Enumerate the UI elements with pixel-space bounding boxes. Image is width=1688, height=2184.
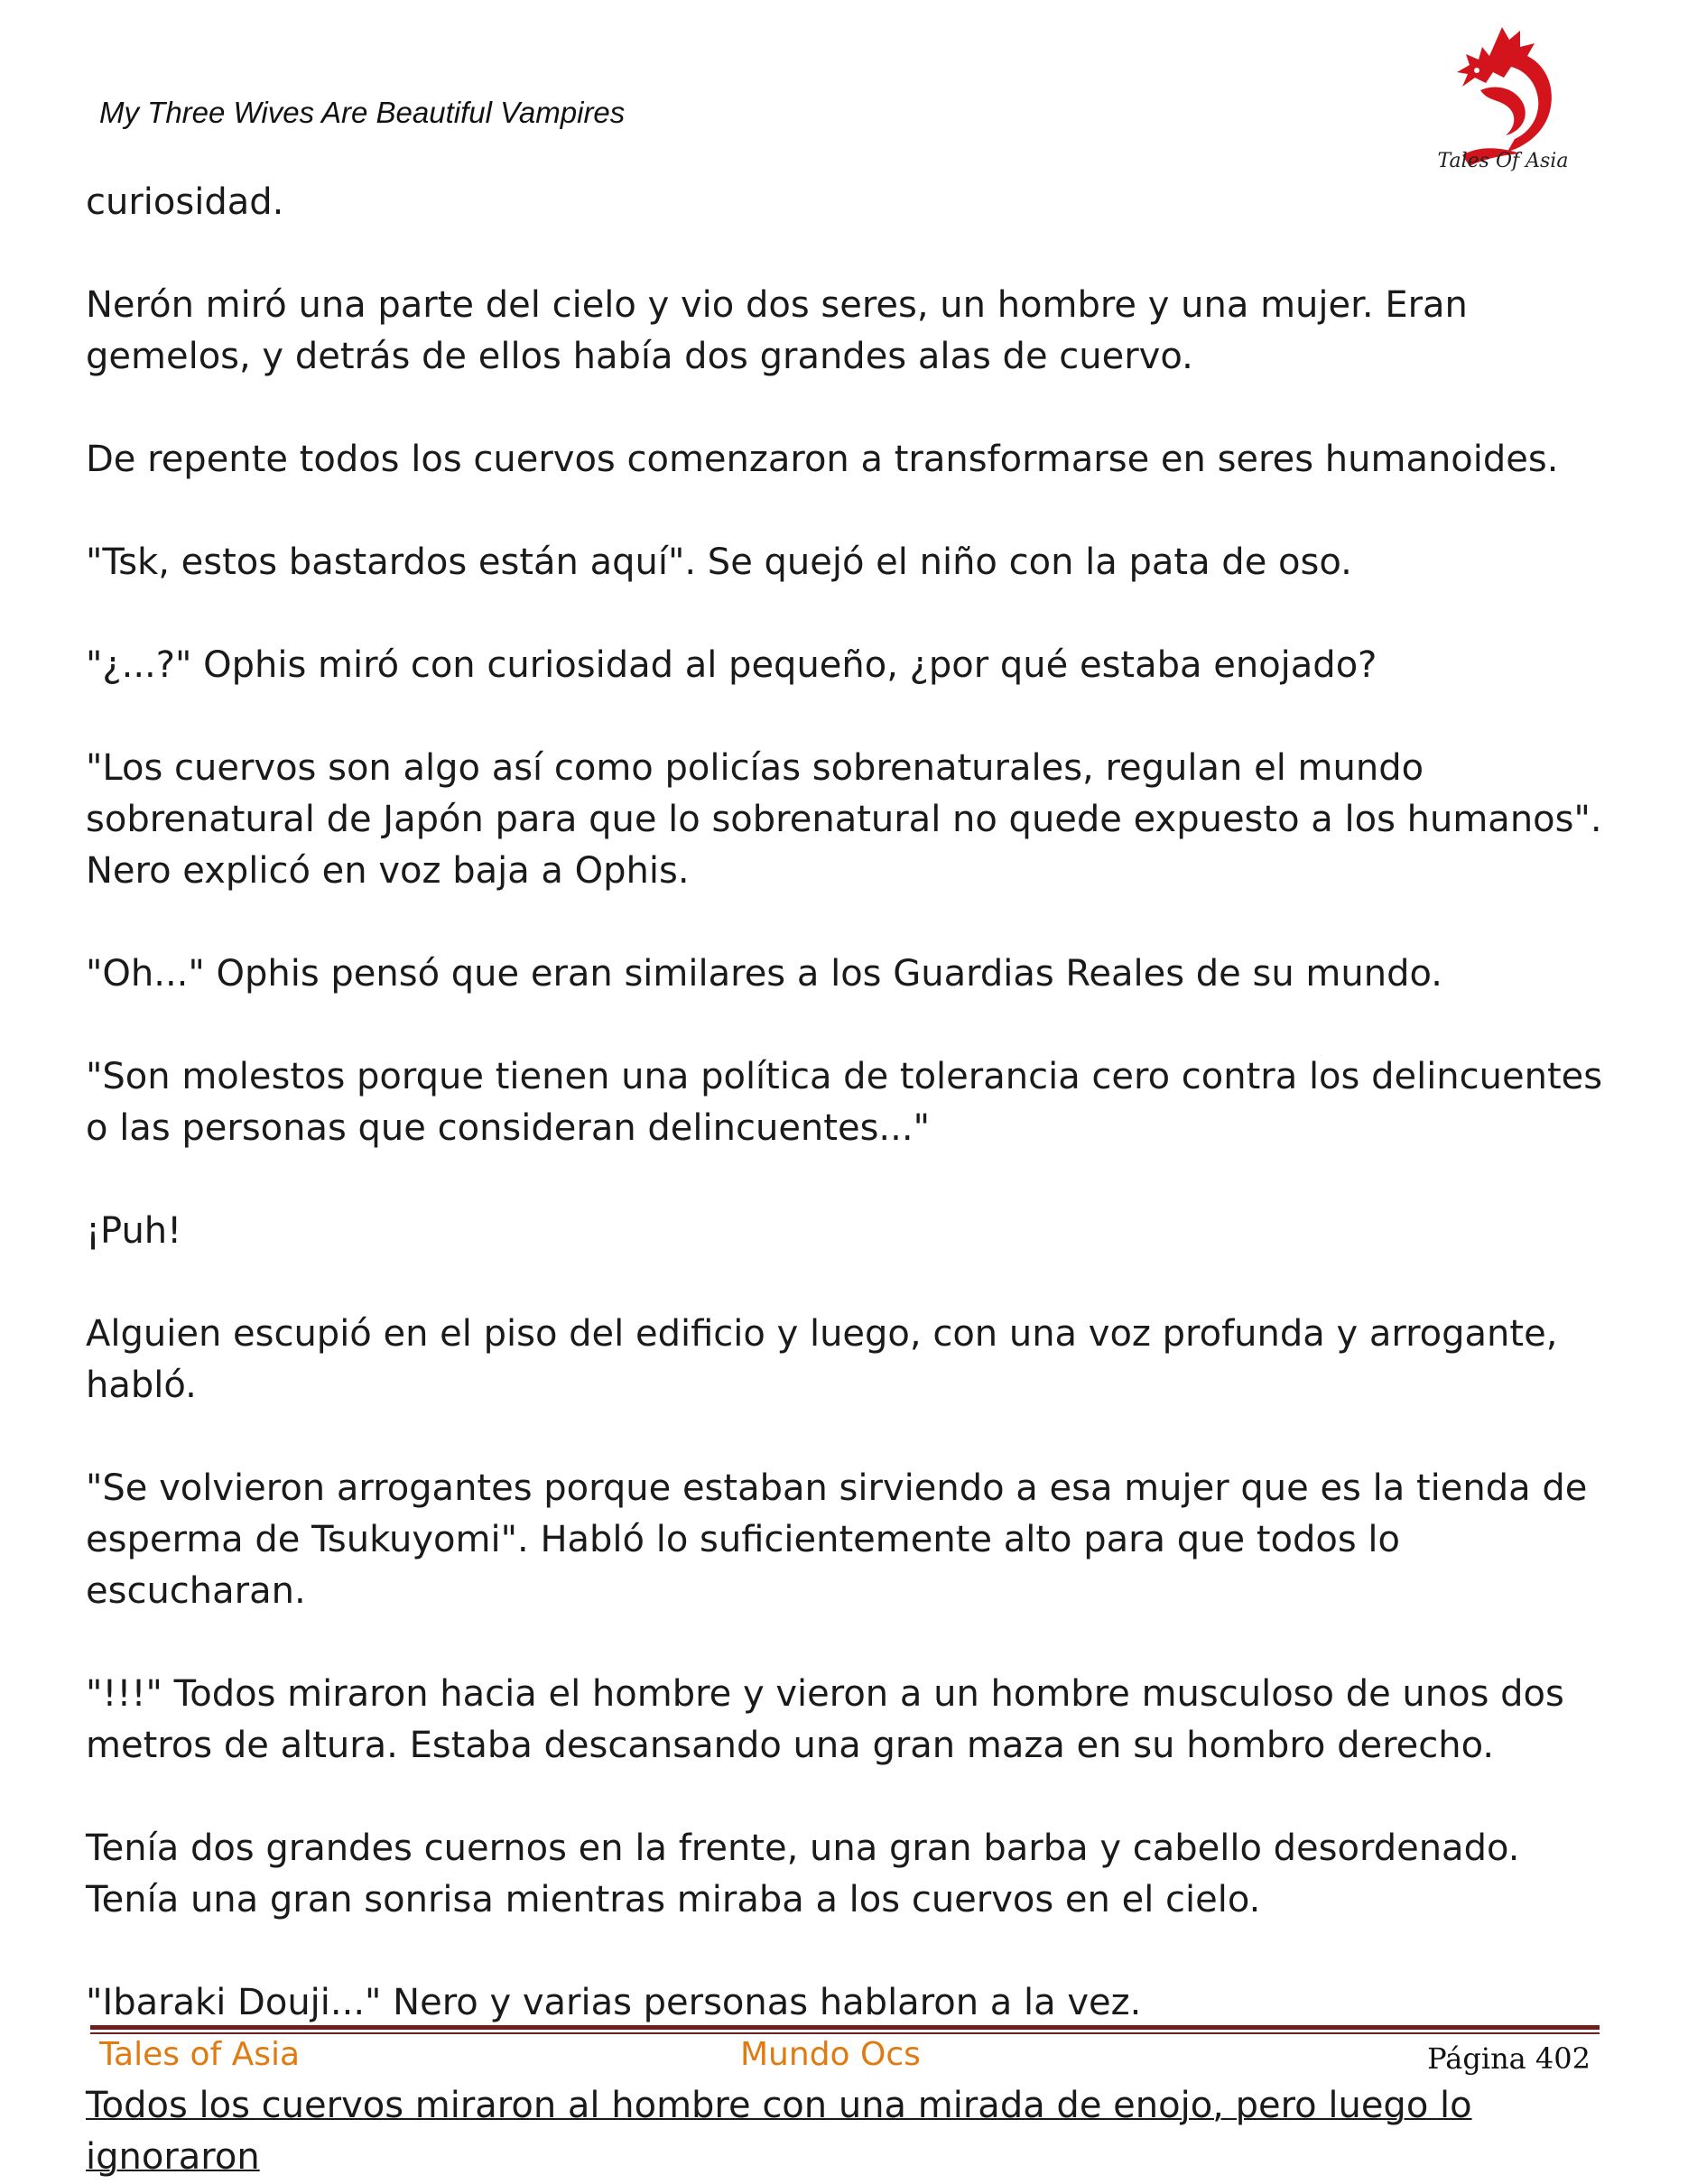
paragraph: "Oh..." Ophis pensó que eran similares a los Guardias Reales de su mundo. [86, 953, 1442, 995]
footer-section-name: Mundo Ocs [740, 2036, 921, 2073]
footer-divider-thin [90, 2032, 1600, 2034]
paragraph: De repente todos los cuervos comenzaron a transformarse en seres humanoides. [86, 439, 1559, 480]
paragraph: Alguien escupió en el piso del edificio y luego, con una voz profunda y arrogante, habló. [86, 1313, 1558, 1406]
header-title: My Three Wives Are Beautiful Vampires [99, 96, 626, 129]
logo-text: Tales Of Asia [1437, 150, 1569, 172]
paragraph: Todos los cuervos miraron al hombre con una mirada de enojo, pero luego lo ignoraron [86, 2085, 1472, 2178]
paragraph: "Los cuervos son algo así como policías sobrenaturales, regulan el mundo sobrenatural de Japón para que lo sobrenatural no quede expuesto a los humanos". Nero explicó en voz baja a Ophis. [86, 747, 1602, 892]
footer-divider [90, 2025, 1600, 2030]
footer-site-name: Tales of Asia [99, 2036, 301, 2073]
paragraph: "¿...?" Ophis miró con curiosidad al pequeño, ¿por qué estaba enojado? [86, 644, 1377, 686]
paragraph: Tenía dos grandes cuernos en la frente, una gran barba y cabello desordenado. Tenía una gran sonrisa mientras miraba a los cuervos en el cielo. [86, 1828, 1520, 1920]
paragraph: "Tsk, estos bastardos están aquí". Se quejó el niño con la pata de oso. [86, 541, 1352, 583]
paragraph: "Son molestos porque tienen una política de tolerancia cero contra los delincuentes o las personas que consideran delincuentes..." [86, 1056, 1603, 1149]
page-number: Página 402 [1427, 2041, 1591, 2076]
paragraph: "Ibaraki Douji..." Nero y varias personas hablaron a la vez. [86, 1982, 1142, 2023]
paragraph: Nerón miró una parte del cielo y vio dos seres, un hombre y una mujer. Eran gemelos, y detrás de ellos había dos grandes alas de cuervo. [86, 284, 1468, 377]
paragraph: "!!!" Todos miraron hacia el hombre y vieron a un hombre musculoso de unos dos metros de altura. Estaba descansando una gran maza en su hombro derecho. [86, 1673, 1564, 1766]
paragraph: "Se volvieron arrogantes porque estaban sirviendo a esa mujer que es la tienda de esperma de Tsukuyomi". Habló lo suficientemente alto para que todos lo escucharan. [86, 1467, 1588, 1612]
paragraph: ¡Puh! [86, 1210, 182, 1252]
paragraph: curiosidad. [86, 181, 284, 223]
body-text [86, 177, 1611, 2183]
